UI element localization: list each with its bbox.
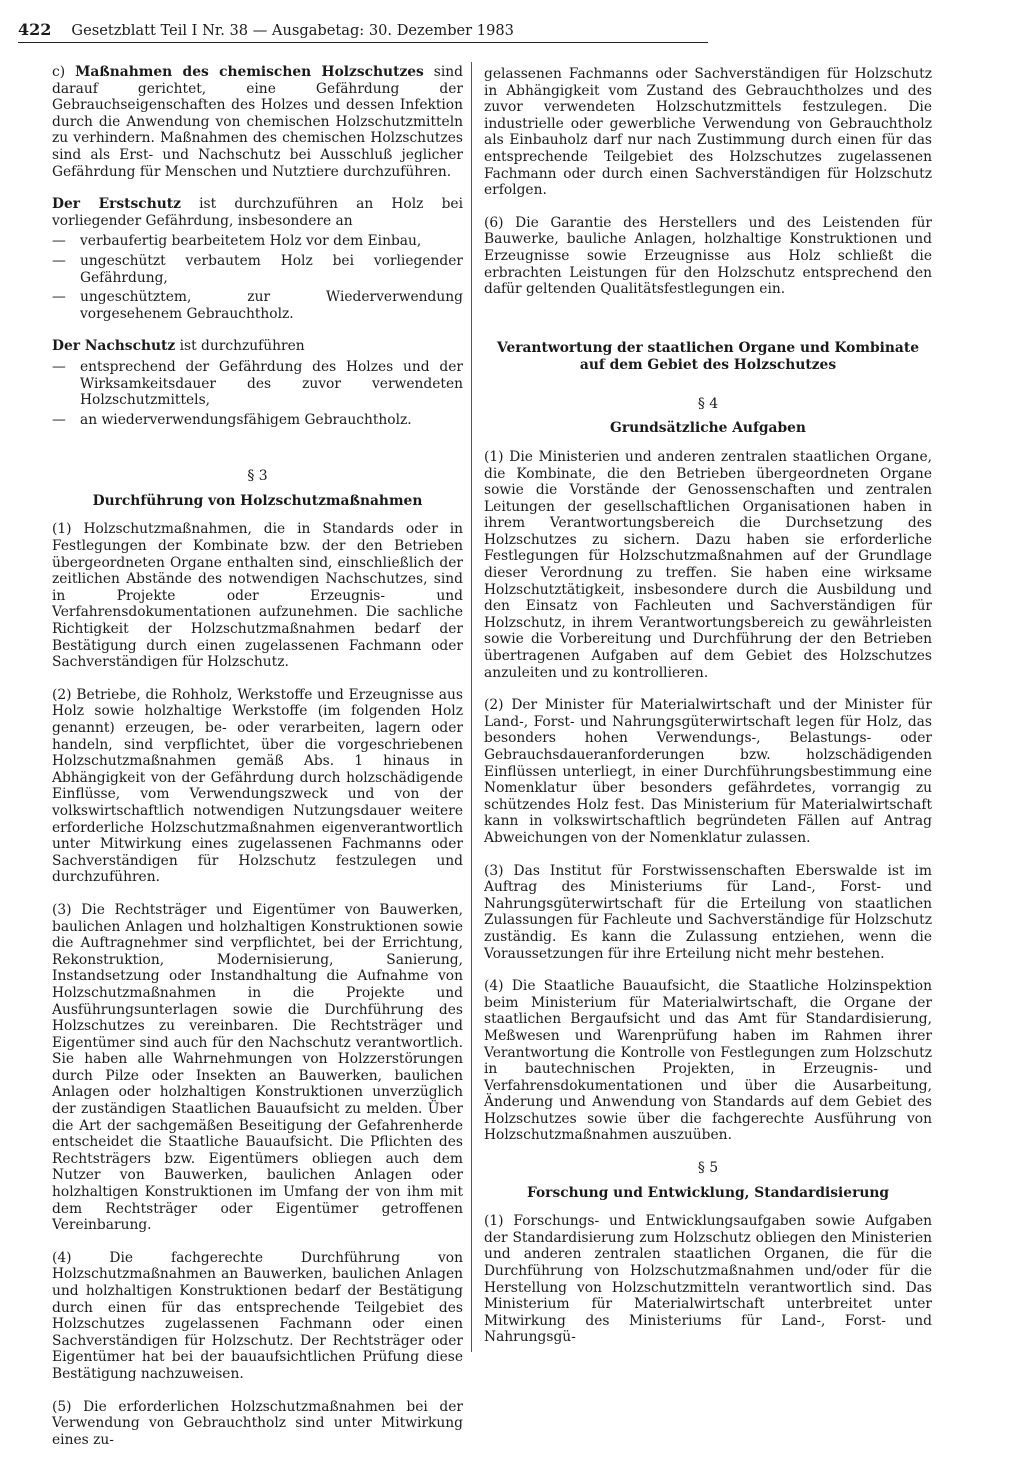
bold-term: Maßnahmen des chemischen Holzschutzes [75, 64, 424, 80]
section3-paragraph-6: (6) Die Garantie des Herstellers und des Leistenden für Bauwerke, bauliche Anlagen, holzhaltige Konstruktionen und Erzeugnisse sowie Erzeugnisse aus Holz schließt die erbrachten Leistungen für den Holzschutz entsprechend den dafür geltenden Qualitätsfestlegungen ein. [484, 214, 932, 298]
chapter-title-line-2: auf dem Gebiet des Holzschutzes [579, 356, 837, 373]
paragraph-text: sind darauf gerichtet, eine Gefährdung der Gebrauchseigenschaften des Holzes und dessen Infektion durch die Anwendung von chemischen Holzschutzmitteln zu verhindern. Maßnahmen des chemischen Holzschutzes sind als Erst- und Nachschutz bei Ausschluß jeglicher Gefährdung für Menschen und Nutztiere durchzuführen. [52, 64, 463, 180]
section-title: Durchführung von Holzschutzmaßnahmen [92, 492, 423, 509]
nachschutz-list [52, 359, 463, 428]
right-column [484, 66, 932, 1362]
section-number: § 3 [247, 468, 268, 485]
list-item: — ungeschützt verbautem Holz bei vorliegender Gefährdung, [52, 253, 463, 286]
left-column [52, 64, 463, 1464]
chapter-title [484, 340, 932, 374]
continuation-paragraph: gelassenen Fachmanns oder Sachverständigen für Holzschutz in Abhängigkeit vom Zustand des Gebrauchtholzes und des zuvor verwendeten Holzschutzmittels festzulegen. Die industrielle oder gewerbliche Verwendung von Gebrauchtholz als Einbauholz darf nur nach Zustimmung durch einen für das entsprechende Teilgebiet des Holzschutzes zugelassenen Fachmann oder durch einen Sachverständigen für Holzschutz erfolgen. [484, 66, 932, 199]
section4-paragraph-4: (4) Die Staatliche Bauaufsicht, die Staatliche Holzinspektion beim Ministerium für Materialwirtschaft, die Organe der staatlichen Bergaufsicht und das Amt für Standardisierung, Meßwesen und Warenprüfung haben im Rahmen ihrer Verantwortung die Kontrolle von Festlegungen zum Holzschutz in bautechnischen Projekten, in Erzeugnis- und Verfahrensdokumentationen und über die Ausarbeitung, Änderung und Anwendung von Standards auf dem Gebiet des Holzschutzes sowie über die fachgerechte Ausführung von Holzschutzmaßnahmen auszuüben. [484, 978, 932, 1144]
page-header [18, 20, 708, 43]
paragraph-text: ist durchzuführen [175, 338, 305, 355]
section3-paragraph-1: (1) Holzschutzmaßnahmen, die in Standards oder in Festlegungen der Kombinate bzw. der den Betrieben übergeordneten Organe enthalten sind, einschließlich der zeitlichen Abstände des notwendigen Nachschutzes, sind in Projekte oder Erzeugnis- und Verfahrensdokumentationen aufzunehmen. Die sachliche Richtigkeit der Holzschutzmaßnahmen bedarf der Bestätigung durch einen zugelassenen Fachmann oder Sachverständigen für Holzschutz. [52, 521, 463, 671]
section-number: § 5 [697, 1160, 719, 1177]
paragraph-text: ist durchzuführen an Holz bei vorliegender Gefährdung, insbesondere an [52, 196, 463, 229]
section3-paragraph-5: (5) Die erforderlichen Holzschutzmaßnahmen bei der Verwendung von Gebrauchtholz sind unter Mitwirkung eines zu- [52, 1398, 463, 1448]
nachschutz-intro [52, 338, 463, 355]
item-marker: c) [52, 64, 66, 80]
section5-paragraph-1: (1) Forschungs- und Entwicklungsaufgaben sowie Aufgaben der Standardisierung zum Holzschutz obliegen den Ministerien und anderen zentralen staatlichen Organen, die für die Durchführung von Holzschutzmaßnahmen und/oder für die Herstellung von Holzschutzmitteln verantwortlich sind. Das Ministerium für Materialwirtschaft unterbreitet unter Mitwirkung des Ministeriums für Land-, Forst- und Nahrungsgü- [484, 1213, 932, 1346]
page-number: 422 [18, 20, 52, 39]
section3-paragraph-4: (4) Die fachgerechte Durchführung von Holzschutzmaßnahmen an Bauwerken, baulichen Anlagen und holzhaltigen Konstruktionen bedarf der Bestätigung durch einen für das entsprechende Teilgebiet des Holzschutzes zugelassenen Fachmann oder einen Sachverständigen für Holzschutz. Der Rechtsträger oder Eigentümer hat bei der bauaufsichtlichen Prüfung diese Bestätigung nachzuweisen. [52, 1249, 463, 1382]
list-item: — an wiederverwendungsfähigem Gebrauchtholz. [52, 412, 463, 429]
section4-paragraph-1: (1) Die Ministerien und anderen zentralen staatlichen Organe, die Kombinate, die den Betrieben übergeordneten Organe sowie die Vorstände der Genossenschaften und zentralen Leitungen der gesellschaftlichen Organisationen haben in ihrem Verantwortungsbereich die Durchsetzung des Holzschutzes zu sichern. Dazu haben sie erforderliche Festlegungen für Holzschutzmaßnahmen auf der Grundlage dieser Verordnung zu treffen. Sie haben eine wirksame Holzschutztätigkeit, insbesondere durch die Ausbildung und den Einsatz von Fachleuten und Sachverständigen für Holzschutz, in ihrem Verantwortungsbereich zu gewährleisten sowie die Vorbereitung und Durchführung der den Betrieben übertragenen Aufgaben auf dem Gebiet des Holzschutzes anzuleiten und zu kontrollieren. [484, 448, 932, 681]
running-title: Gesetzblatt Teil I Nr. 38 — Ausgabetag: 30. Dezember 1983 [71, 22, 514, 39]
column-divider [471, 62, 472, 1352]
list-item: — verbaufertig bearbeitetem Holz vor dem Einbau, [52, 233, 463, 250]
section-number: § 4 [697, 395, 719, 412]
erstschutz-list [52, 233, 463, 322]
erstschutz-intro [52, 196, 463, 229]
chapter-title-line-1: Verantwortung der staatlichen Organe und Kombinate [497, 339, 919, 356]
section4-paragraph-3: (3) Das Institut für Forstwissenschaften Eberswalde ist im Auftrag des Ministeriums für Land-, Forst- und Nahrungsgüterwirtschaft für die Erteilung von staatlichen Zulassungen für Fachleute und Sachverständige für Holzschutz zuständig. Es kann die Zulassung entziehen, wenn die Voraussetzungen für ihre Erteilung nicht mehr bestehen. [484, 862, 932, 962]
section-title: Forschung und Entwicklung, Standardisierung [526, 1184, 890, 1201]
section3-paragraph-3: (3) Die Rechtsträger und Eigentümer von Bauwerken, baulichen Anlagen und holzhaltigen Konstruktionen sowie die Auftragnehmer sind verpflichtet, bei der Errichtung, Rekonstruktion, Modernisierung, Sanierung, Instandsetzung oder Instandhaltung die Aufnahme von Holzschutzmaßnahmen in die Projekte und Ausführungsunterlagen sowie die Durchführung des Holzschutzes zu vereinbaren. Die Rechtsträger und Eigentümer sind auch für den Nachschutz verantwortlich. Sie haben alle Wahrnehmungen von Holzzerstörungen durch Pilze oder Insekten an Bauwerken, baulichen Anlagen oder holzhaltigen Konstruktionen unverzüglich der zuständigen Staatlichen Bauaufsicht zu melden. Über die Art der sachgemäßen Beseitigung der Gefahrenherde entscheidet die Staatliche Bauaufsicht. Die Pflichten des Rechtsträgers bzw. Eigentümers obliegen auch dem Nutzer von Bauwerken, baulichen Anlagen oder holzhaltigen Konstruktionen im Umfang der von ihm mit dem Rechtsträger oder Eigentümer getroffenen Vereinbarung. [52, 901, 463, 1234]
section3-paragraph-2: (2) Betriebe, die Rohholz, Werkstoffe und Erzeugnisse aus Holz sowie holzhaltige Werkstoffe (im folgenden Holz genannt) erzeugen, be- oder verarbeiten, lagern oder handeln, sind verpflichtet, über die vorgeschriebenen Holzschutzmaßnahmen gemäß Abs. 1 hinaus in Abhängigkeit von der Gefährdung durch holzschädigende Einflüsse, vom Verwendungszweck und von der volkswirtschaftlich notwendigen Nutzungsdauer weitere erforderliche Holzschutzmaßnahmen eigenverantwortlich unter Mitwirkung eines zugelassenen Fachmanns oder Sachverständigen für Holzschutz festzulegen und durchzuführen. [52, 686, 463, 886]
paragraph-c [52, 64, 463, 180]
list-item: — entsprechend der Gefährdung des Holzes und der Wirksamkeitsdauer des zuvor verwendeten Holzschutzmittels, [52, 359, 463, 409]
section4-paragraph-2: (2) Der Minister für Materialwirtschaft und der Minister für Land-, Forst- und Nahrungsgüterwirtschaft legen für Holz, das besonders hohen Verwendungs-, Belastungs- oder Gebrauchsdaueranforderungen bzw. holzschädigenden Einflüssen unterliegt, in einer Durchführungsbestimmung eine Nomenklatur über besonders gefährdetes, vorrangig zu schützendes Holz fest. Das Ministerium für Materialwirtschaft kann in volkswirtschaftlich begründeten Fällen auf Antrag Abweichungen von der Nomenklatur zulassen. [484, 697, 932, 846]
bold-term: Der Erstschutz [52, 196, 181, 213]
section-title: Grundsätzliche Aufgaben [610, 420, 806, 437]
list-item: — ungeschütztem, zur Wiederverwendung vorgesehenem Gebrauchtholz. [52, 289, 463, 322]
bold-term: Der Nachschutz [52, 338, 176, 355]
